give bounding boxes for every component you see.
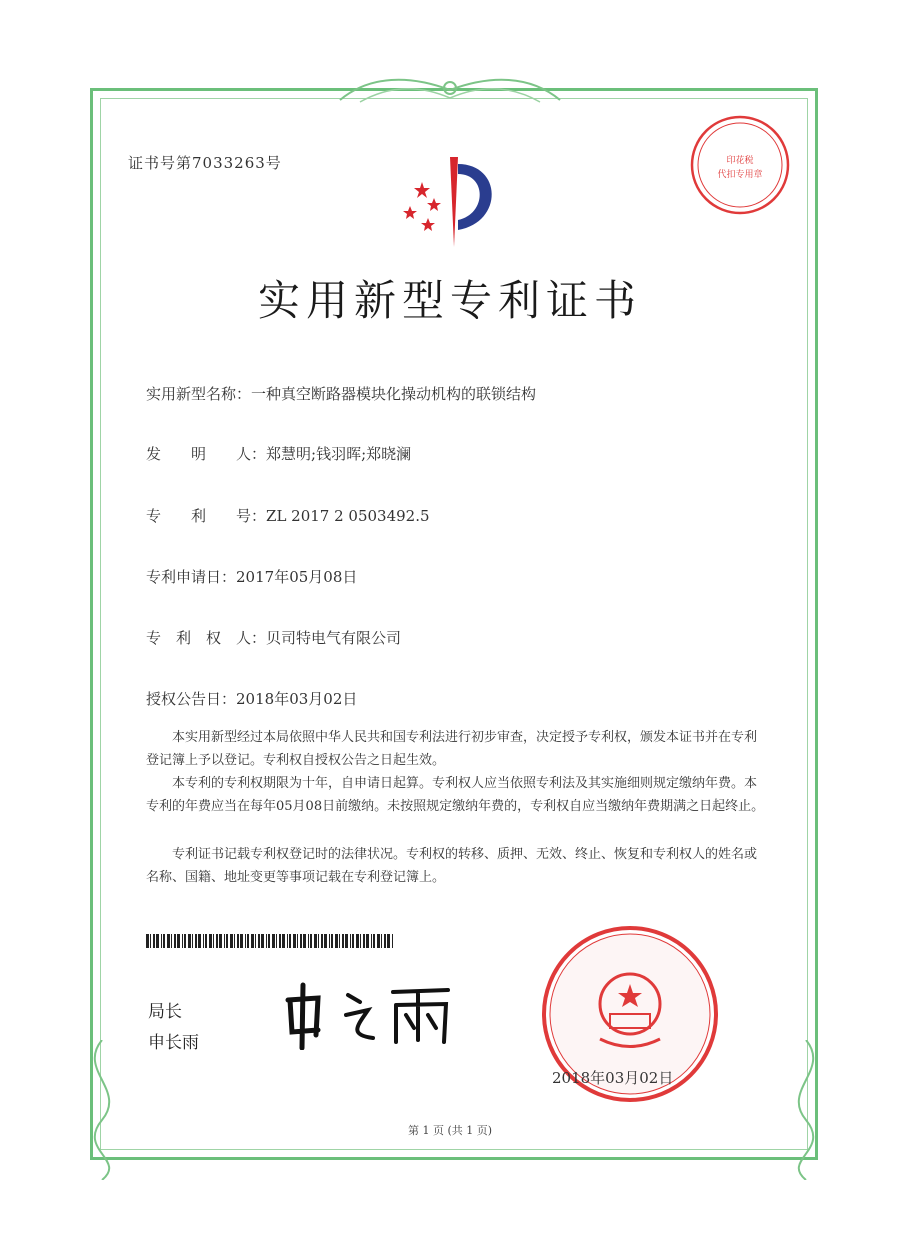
field-value: 郑慧明;钱羽晖;郑晓澜 [266, 445, 412, 463]
certificate-title: 实用新型专利证书 [257, 276, 642, 325]
field-value: ZL 2017 2 0503492.5 [266, 507, 430, 525]
tax-stamp-seal-icon [688, 113, 792, 217]
legal-paragraph [146, 726, 766, 772]
paragraph-text: 本实用新型经过本局依照中华人民共和国专利法进行初步审查，决定授予专利权，颁发本证书并在专利登记簿上予以登记。专利权自授权公告之日起生效。 [146, 730, 758, 768]
signatory-name: 申长雨 [148, 1033, 199, 1053]
handwritten-signature-icon [278, 980, 468, 1050]
page-footer: 第 1 页 (共 1 页) [407, 1124, 493, 1137]
patent-office-emblem-icon [392, 152, 512, 252]
paragraph-text: 专利证书记载专利权登记时的法律状况。专利权的转移、质押、无效、终止、恢复和专利权人的姓名或名称、国籍、地址变更等事项记载在专利登记簿上。 [146, 847, 758, 885]
svg-text:印花税: 印花税 [726, 156, 754, 166]
field-patent-number [146, 505, 430, 526]
field-value: 一种真空断路器模块化操动机构的联锁结构 [251, 385, 537, 403]
barcode-icon [146, 934, 396, 948]
field-label: 专利申请日： [146, 568, 237, 586]
field-inventors [146, 443, 411, 464]
seal-date: 2018年03月02日 [552, 1069, 674, 1087]
field-value: 贝司特电气有限公司 [266, 629, 402, 647]
legal-paragraph [146, 772, 766, 818]
svg-text:代扣专用章: 代扣专用章 [717, 170, 763, 180]
field-utility-model-name [146, 383, 536, 404]
paragraph-text: 本专利的专利权期限为十年，自申请日起算。专利权人应当依照专利法及其实施细则规定缴纳年费。本专利的年费应当在每年05月08日前缴纳。未按照规定缴纳年费的，专利权自应当缴纳年费期满之日起终止。 [146, 776, 765, 814]
field-label: 授权公告日： [146, 690, 237, 708]
bottom-left-ornament-icon [72, 1040, 132, 1180]
legal-paragraph [146, 843, 766, 889]
top-ornament-icon [330, 70, 570, 110]
signatory-title: 局长 [148, 1002, 182, 1022]
certificate-number: 证书号第7033263号 [128, 154, 282, 172]
field-label: 专 利 权 人： [146, 629, 267, 647]
field-label: 发 明 人： [146, 445, 267, 463]
field-patentee [146, 627, 401, 648]
field-value: 2017年05月08日 [236, 568, 358, 586]
field-label: 专 利 号： [146, 507, 267, 525]
field-label: 实用新型名称： [146, 385, 252, 403]
field-value: 2018年03月02日 [236, 690, 358, 708]
field-application-date [146, 566, 357, 587]
bottom-right-ornament-icon [776, 1040, 836, 1180]
field-grant-date [146, 688, 357, 709]
